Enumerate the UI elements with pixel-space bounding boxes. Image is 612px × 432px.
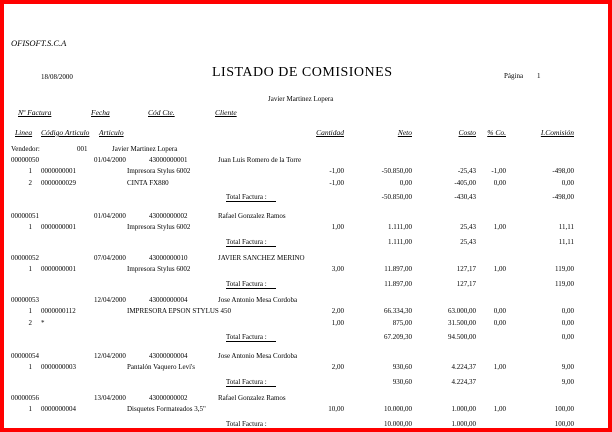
line-commission-pct: 1,00	[493, 363, 506, 372]
line-quantity: -1,00	[329, 167, 344, 176]
col-net: Neto	[397, 128, 412, 137]
line-number: 2	[28, 318, 32, 327]
col-quantity: Cantidad	[316, 128, 344, 137]
invoice-client-name: Jose Antonio Mesa Cordoba	[218, 296, 298, 304]
invoice-total-net: 10.000,00	[384, 419, 412, 428]
line-commission-pct: 0,00	[493, 318, 506, 327]
line-commission-pct: 0,00	[493, 178, 506, 187]
line-quantity: 10,00	[328, 405, 344, 414]
invoice-client-name: Juan Luis Romero de la Torre	[218, 156, 302, 164]
line-net: 0,00	[399, 178, 412, 187]
line-number: 1	[28, 265, 32, 274]
invoice-date: 12/04/2000	[94, 352, 126, 360]
invoice-total-label: Total Factura :	[226, 192, 267, 201]
line-net: 1.111,00	[388, 223, 412, 232]
invoice-number: 00000053	[11, 296, 39, 304]
line-cost: -405,00	[454, 178, 476, 187]
total-underline	[226, 341, 276, 342]
line-number: 1	[28, 307, 32, 316]
invoice-client-name: JAVIER SANCHEZ MERINO	[218, 254, 305, 262]
line-cost: 63.000,00	[448, 307, 476, 316]
page-label: Página	[504, 72, 524, 80]
line-article-code: 0000000112	[41, 307, 76, 316]
line-cost: 127,17	[456, 265, 476, 274]
invoice-total-label: Total Factura :	[226, 377, 267, 386]
line-net: 66.334,30	[384, 307, 412, 316]
line-cost: 1.000,00	[451, 405, 476, 414]
total-underline	[226, 201, 276, 202]
invoice-total-net: 1.111,00	[388, 237, 412, 246]
line-net: -50.850,00	[381, 167, 412, 176]
invoice-client-name: Rafael Gonzalez Ramos	[218, 212, 286, 220]
invoice-number: 00000050	[11, 156, 39, 164]
line-article-code: 0000000001	[41, 167, 76, 176]
col-commission-pct: % Co.	[487, 128, 506, 137]
invoice-number: 00000051	[11, 212, 39, 220]
invoice-total-label: Total Factura :	[226, 332, 267, 341]
company-name: OFISOFT.S.C.A	[11, 38, 67, 48]
line-article-name: Impresora Stylus 6002	[127, 223, 191, 232]
invoice-total-commission: 0,00	[561, 332, 574, 341]
line-cost: 25,43	[460, 223, 476, 232]
col-client: Cliente	[215, 108, 237, 117]
line-number: 1	[28, 167, 32, 176]
invoice-date: 01/04/2000	[94, 156, 126, 164]
invoice-number: 00000052	[11, 254, 39, 262]
line-net: 930,60	[392, 363, 412, 372]
invoice-total-cost: 94.500,00	[448, 332, 476, 341]
invoice-client-code: 43000000001	[149, 156, 188, 164]
line-article-code: *	[41, 318, 45, 327]
invoice-total-commission: 9,00	[561, 377, 574, 386]
line-article-code: 0000000003	[41, 363, 76, 372]
invoice-total-net: 11.897,00	[384, 279, 412, 288]
line-quantity: 3,00	[331, 265, 344, 274]
col-invoice-number: Nº Factura	[18, 108, 52, 117]
line-commission-pct: 1,00	[493, 405, 506, 414]
invoice-number: 00000054	[11, 352, 39, 360]
invoice-total-cost: 1.000,00	[451, 419, 476, 428]
line-commission-amount: 100,00	[554, 405, 574, 414]
line-article-name: Impresora Stylus 6002	[127, 265, 191, 274]
invoice-total-commission: 11,11	[558, 237, 574, 246]
invoice-total-cost: -430,43	[454, 192, 476, 201]
line-commission-amount: 0,00	[561, 178, 574, 187]
line-commission-amount: 0,00	[561, 307, 574, 316]
col-article-code: Código Articulo	[41, 128, 90, 137]
line-number: 1	[28, 405, 32, 414]
line-quantity: 1,00	[331, 223, 344, 232]
line-commission-amount: -498,00	[552, 167, 574, 176]
invoice-total-cost: 4.224,37	[451, 377, 476, 386]
line-quantity: 2,00	[331, 307, 344, 316]
line-net: 10.000,00	[384, 405, 412, 414]
invoice-total-label: Total Factura :	[226, 237, 267, 246]
salesperson-name: Javier Martinez Lopera	[268, 95, 334, 103]
invoice-total-label: Total Factura :	[226, 419, 267, 428]
col-article: Articulo	[99, 128, 124, 137]
line-commission-pct: 1,00	[493, 223, 506, 232]
line-article-code: 0000000001	[41, 265, 76, 274]
total-underline	[226, 386, 276, 387]
line-number: 2	[28, 178, 32, 187]
col-date: Fecha	[91, 108, 110, 117]
line-commission-pct: 1,00	[493, 265, 506, 274]
line-commission-amount: 119,00	[555, 265, 574, 274]
col-line: Linea	[15, 128, 33, 137]
invoice-total-cost: 25,43	[460, 237, 476, 246]
col-client-code: Cód Cte.	[148, 108, 175, 117]
total-underline	[226, 428, 276, 429]
col-commission-amount: I.Comisión	[540, 128, 574, 137]
line-quantity: 1,00	[331, 318, 344, 327]
invoice-total-net: -50.850,00	[381, 192, 412, 201]
invoice-total-commission: 119,00	[555, 279, 574, 288]
line-article-code: 0000000001	[41, 223, 76, 232]
invoice-client-code: 43000000002	[149, 394, 188, 402]
line-commission-amount: 9,00	[561, 363, 574, 372]
invoice-client-code: 43000000004	[149, 296, 188, 304]
line-commission-amount: 0,00	[561, 318, 574, 327]
invoice-total-commission: -498,00	[552, 192, 574, 201]
report-title: LISTADO DE COMISIONES	[212, 65, 393, 80]
line-article-name: Impresora Stylus 6002	[127, 167, 191, 176]
line-cost: 4.224,37	[451, 363, 476, 372]
line-article-name: IMPRESORA EPSON STYLUS 450	[127, 307, 232, 316]
total-underline	[226, 288, 276, 289]
line-cost: 31.500,00	[448, 318, 476, 327]
invoice-number: 00000056	[11, 394, 39, 402]
total-underline	[226, 246, 276, 247]
line-quantity: -1,00	[329, 178, 344, 187]
invoice-date: 13/04/2000	[94, 394, 126, 402]
invoice-total-commission: 100,00	[554, 419, 574, 428]
line-cost: -25,43	[457, 167, 476, 176]
invoice-client-name: Jose Antonio Mesa Cordoba	[218, 352, 298, 360]
invoice-client-code: 43000000010	[149, 254, 188, 262]
line-commission-amount: 11,11	[558, 223, 574, 232]
page-number: 1	[537, 72, 541, 80]
col-cost: Costo	[458, 128, 476, 137]
line-net: 11.897,00	[384, 265, 412, 274]
invoice-total-cost: 127,17	[456, 279, 476, 288]
invoice-total-label: Total Factura :	[226, 279, 267, 288]
invoice-total-net: 67.209,30	[384, 332, 412, 341]
line-article-name: CINTA FX880	[127, 178, 169, 187]
line-commission-pct: 0,00	[493, 307, 506, 316]
vendor-label: Vendedor:	[11, 145, 40, 153]
line-number: 1	[28, 363, 32, 372]
invoice-date: 07/04/2000	[94, 254, 126, 262]
invoice-client-name: Rafael Gonzalez Ramos	[218, 394, 286, 402]
line-net: 875,00	[392, 318, 412, 327]
invoice-client-code: 43000000004	[149, 352, 188, 360]
line-commission-pct: -1,00	[491, 167, 506, 176]
line-article-code: 0000000029	[41, 178, 76, 187]
invoice-date: 01/04/2000	[94, 212, 126, 220]
line-article-code: 0000000004	[41, 405, 76, 414]
line-article-name: Disquetes Formateados 3,5"	[127, 405, 206, 414]
invoice-client-code: 43000000002	[149, 212, 188, 220]
line-article-name: Pantalón Vaquero Levi's	[127, 363, 196, 372]
invoice-total-net: 930,60	[392, 377, 412, 386]
line-number: 1	[28, 223, 32, 232]
invoice-date: 12/04/2000	[94, 296, 126, 304]
vendor-name: Javier Martinez Lopera	[112, 145, 178, 153]
report-date: 18/08/2000	[41, 73, 73, 81]
vendor-code: 001	[77, 145, 88, 153]
line-quantity: 2,00	[331, 363, 344, 372]
